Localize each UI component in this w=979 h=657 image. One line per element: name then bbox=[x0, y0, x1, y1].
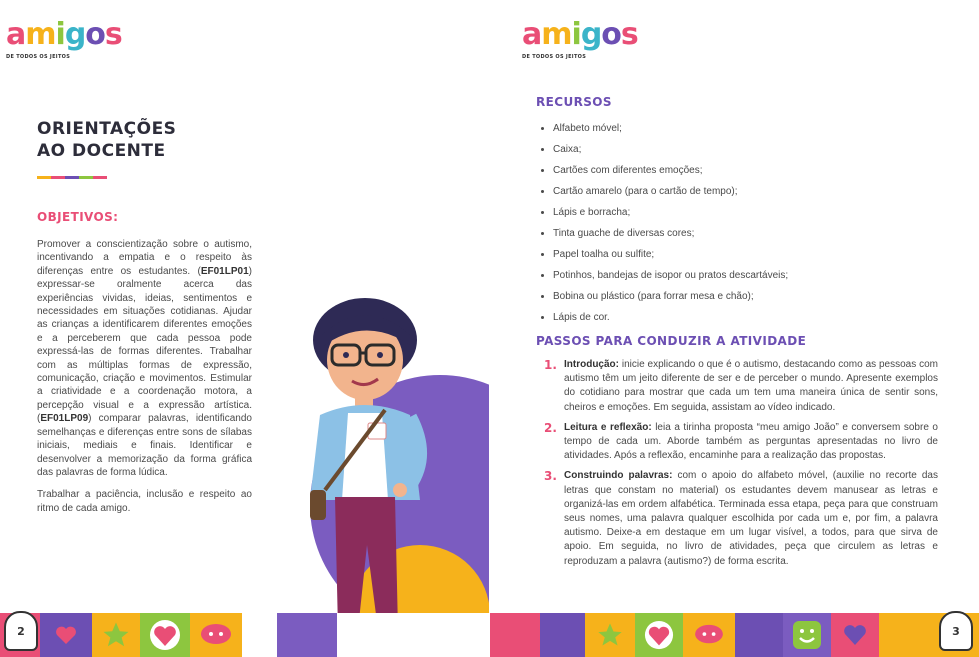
steps-list bbox=[540, 358, 938, 575]
page-number: 3 bbox=[939, 611, 973, 651]
list-item: • Cartão amarelo (para o cartão de tempo); bbox=[553, 185, 788, 206]
step-text: com o apoio do alfabeto móvel, (auxilie no recorte das letras que constam no material) os estudantes devem manusear as letras e organizá-las em ordem alfabética. Terminada essa etapa, peça para que construam seus nomes, uma palavra qualquer escolhida por cada um e, por fim, a palavra autismo. Deixe-a em destaque em um lugar visível, a todos, para que sirva de apoio. Em seguida, no livro de atividades, peça que circulem as letras e reproduzam a palavra (autismo?) de forma escrita. bbox=[564, 470, 938, 567]
steps-heading: PASSOS PARA CONDUZIR A ATIVIDADE bbox=[536, 334, 807, 348]
right-page bbox=[490, 0, 979, 657]
decorative-strip bbox=[0, 613, 489, 657]
step-item bbox=[540, 421, 938, 464]
step-title: Leitura e reflexão: bbox=[564, 421, 652, 433]
logo-letter: o bbox=[85, 17, 105, 52]
list-item: • Papel toalha ou sulfite; bbox=[553, 248, 788, 269]
speech-bubble-icon bbox=[190, 613, 242, 657]
heart-icon bbox=[40, 613, 92, 657]
logo-letter: s bbox=[620, 17, 638, 52]
objectives-paragraph-2: Trabalhar a paciência, inclusão e respeito ao ritmo de cada amigo. bbox=[37, 489, 252, 514]
star-icon bbox=[585, 613, 635, 657]
logo-letter: s bbox=[104, 17, 122, 52]
step-title: Construindo palavras: bbox=[564, 470, 673, 482]
list-item: • Potinhos, bandejas de isopor ou pratos descartáveis; bbox=[553, 269, 788, 290]
list-item: • Caixa; bbox=[553, 143, 788, 164]
step-item bbox=[540, 469, 938, 568]
speech-bubble-icon bbox=[683, 613, 735, 657]
logo-letter: m bbox=[25, 17, 56, 52]
logo-letter: i bbox=[55, 17, 65, 52]
title-underline bbox=[37, 176, 107, 179]
title-line-1: ORIENTAÇÕES bbox=[37, 119, 177, 139]
step-text: leia a tirinha proposta “meu amigo João” e conversem sobre o tempo de cada um. Aborde também as perguntas apresentadas no livro de atividades. Após a reflexão, encaminhe para a realização das propostas. bbox=[564, 421, 938, 462]
bncc-code: EF01LP09 bbox=[40, 413, 89, 425]
amigos-logo bbox=[6, 17, 122, 52]
step-item bbox=[540, 358, 938, 415]
list-item: • Alfabeto móvel; bbox=[553, 122, 788, 143]
resources-list bbox=[535, 122, 788, 332]
logo-letter: m bbox=[541, 17, 572, 52]
step-title: Introdução: bbox=[564, 359, 619, 370]
logo-letter: o bbox=[601, 17, 621, 52]
logo-letter: g bbox=[64, 17, 86, 52]
puzzle-heart-icon bbox=[140, 613, 190, 657]
left-page bbox=[0, 0, 489, 657]
step-number: 2. bbox=[544, 420, 557, 435]
list-item: • Bobina ou plástico (para forrar mesa e chão); bbox=[553, 290, 788, 311]
hands-heart-icon bbox=[831, 613, 879, 657]
list-item: • Lápis e borracha; bbox=[553, 206, 788, 227]
teacher-illustration bbox=[270, 285, 489, 657]
title-line-2: AO DOCENTE bbox=[37, 141, 166, 161]
logo-letter: a bbox=[6, 17, 26, 52]
bncc-code: EF01LP01 bbox=[200, 265, 249, 277]
list-item: • Cartões com diferentes emoções; bbox=[553, 164, 788, 185]
logo-letter: i bbox=[571, 17, 581, 52]
list-item: • Tinta guache de diversas cores; bbox=[553, 227, 788, 248]
smiley-face-icon bbox=[783, 613, 831, 657]
step-number: 3. bbox=[544, 469, 557, 484]
list-item: • Lápis de cor. bbox=[553, 311, 788, 332]
logo-letter: a bbox=[522, 17, 542, 52]
star-icon bbox=[92, 613, 140, 657]
objectives-heading: OBJETIVOS: bbox=[37, 210, 119, 224]
logo-subtitle: DE TODOS OS JEITOS bbox=[6, 54, 71, 60]
puzzle-heart-icon bbox=[635, 613, 683, 657]
step-text: inicie explicando o que é o autismo, destacando como as pessoas com autismo têm um jeito diferente de ser e de perceber o mundo. Apresente exemplos do cotidiano para mostrar que cada um tem uma maneira única de sentir sons, cheiros e emoções. Em seguida, assistam ao vídeo indicado. bbox=[564, 359, 938, 413]
step-number: 1. bbox=[544, 358, 557, 372]
logo-letter: g bbox=[580, 17, 602, 52]
amigos-logo bbox=[522, 17, 638, 52]
logo-subtitle: DE TODOS OS JEITOS bbox=[522, 54, 587, 60]
objectives-text bbox=[37, 238, 252, 524]
page-number: 2 bbox=[4, 611, 38, 651]
decorative-strip bbox=[490, 613, 979, 657]
resources-heading: RECURSOS bbox=[536, 95, 612, 109]
objectives-paragraph: Promover a conscientização sobre o autismo, incentivando a empatia e o respeito às diferenças entre os estudantes. (EF01LP01) expressar-se oralmente acerca das experiências vividas, ideias, sentimentos e necessidades em situações cotidianas. Ajudar as crianças a identificarem diferentes emoções e a perceberem que cada pessoa pode expressá-las de formas diferentes. Trabalhar com as múltiplas formas de expressão, comunicação, criação e movimentos. Estimular a criatividade e a coordenação motora, a percepção visual e a expressão artística. (EF01LP09) comparar palavras, identificando semelhanças e diferenças entre sons de sílabas iniciais, mediais e finais. Identificar e desenvolver a memorização da forma gráfica das palavras de forma lúdica. bbox=[37, 239, 252, 478]
page-title bbox=[37, 118, 176, 162]
